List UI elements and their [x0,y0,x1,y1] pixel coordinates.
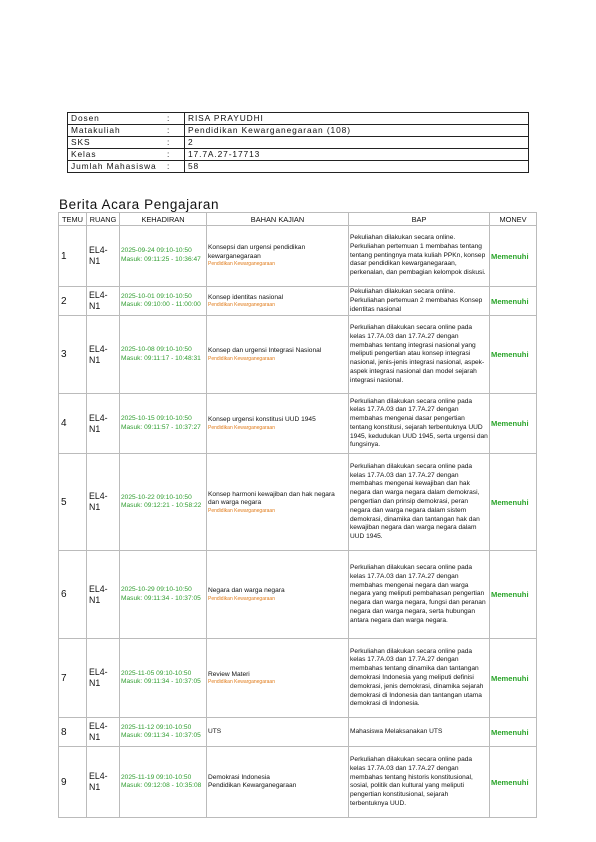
info-label: Dosen [68,113,165,125]
info-value: Pendidikan Kewarganegaraan (108) [185,125,529,137]
room: EL4-N1 [87,551,120,639]
info-colon: : [164,161,185,173]
topic-title: Konsep identitas nasional [208,293,284,301]
info-label: Matakuliah [68,125,165,137]
room: EL4-N1 [87,639,120,718]
info-colon: : [164,149,185,161]
check-in: Masuk: 09:12:08 - 10:35:08 [121,782,202,790]
schedule: 2025-11-12 09:10-10:50 [121,723,192,731]
room: EL4-N1 [87,747,120,818]
header-ruang: RUANG [87,213,120,226]
course-tag: Pendidikan Kewarganegaraan [208,261,275,268]
course-tag: Pendidikan Kewarganegaraan [208,302,275,309]
monev-status: Memenuhi [490,718,537,747]
course-tag: Pendidikan Kewarganegaraan [208,595,275,602]
schedule: 2025-10-22 09:10-10:50 [121,493,192,501]
table-row [59,287,537,316]
room: EL4-N1 [87,287,120,316]
info-row-dosen [68,113,529,125]
table-header-row [59,213,537,226]
bap-text: Perkuliahan dilakukan secara online pada kelas 17.7A.03 dan 17.7A.27 dengan membahas mengenai kewajiban dan hak negara dan warga negara dalam demokrasi, pengertian dan prinsip demokrasi, peran negara dan warga negara dalam sistem demokrasi, dinamika dan tantangan hak dan kewajiban negara dan warga negara dalam UUD 1945. [349,454,490,551]
schedule: 2025-10-29 09:10-10:50 [121,586,192,594]
course-tag: Pendidikan Kewarganegaraan [208,782,297,790]
bap-text: Perkuliahan dilakukan secara online pada kelas 17.7A.03 dan 17.7A.27 dengan membahas mengenai negara dan warga negara yang meliputi pembahasan pengertian negara dan warga negara, fungsi dan peranan negara dan warga negara, serta hubungan antara negara dan warga negara. [349,551,490,639]
table-row [59,316,537,394]
schedule: 2025-11-05 09:10-10:50 [121,669,192,677]
meeting-number: 7 [59,639,87,718]
attendance [120,287,207,316]
course-info-table [67,112,529,173]
table-row [59,718,537,747]
monev-status: Memenuhi [490,394,537,454]
monev-status: Memenuhi [490,747,537,818]
header-kehadiran: KEHADIRAN [120,213,207,226]
attendance [120,718,207,747]
table-row [59,747,537,818]
topic [207,226,349,287]
topic-title: Review Materi [208,670,250,678]
check-in: Masuk: 09:12:21 - 10:58:22 [121,502,202,510]
monev-status: Memenuhi [490,316,537,394]
topic [207,316,349,394]
bap-text: Perkuliahan dilakukan secara online pada kelas 17.7A.03 dan 17.7A.27 dengan membahas tentang dinamika dan tantangan demokrasi Indonesia yang meliputi definisi demokrasi, jenis demokrasi, dinamika sejarah demokrasi di Indonesia dan tantangan utama demokrasi di Indonesia. [349,639,490,718]
meeting-number: 4 [59,394,87,454]
check-in: Masuk: 09:11:34 - 10:37:05 [121,678,201,686]
monev-status: Memenuhi [490,287,537,316]
room: EL4-N1 [87,394,120,454]
room: EL4-N1 [87,316,120,394]
info-colon: : [164,113,185,125]
check-in: Masuk: 09:11:34 - 10:37:05 [121,732,201,740]
course-tag: Pendidikan Kewarganegaraan [208,424,275,431]
course-tag: Pendidikan Kewarganegaraan [208,507,275,514]
check-in: Masuk: 09:11:34 - 10:37:05 [121,594,201,602]
bap-text: Pekuliahan dilakukan secara online. Perkuliahan pertemuan 1 membahas tentang tentang pentingnya mata kuliah PPKn, konsep dasar pendidikan kewarganegaraan, perkenalan, dan pembagian kelompok diskusi. [349,226,490,287]
topic-title: UTS [208,728,222,736]
attendance [120,454,207,551]
check-in: Masuk: 09:11:25 - 10:36:47 [121,256,201,263]
attendance [120,747,207,818]
attendance [120,639,207,718]
schedule: 2025-11-19 09:10-10:50 [121,773,192,781]
topic-title: Demokrasi Indonesia [208,773,270,781]
schedule: 2025-10-08 09:10-10:50 [121,346,192,354]
meeting-number: 9 [59,747,87,818]
info-row-matakuliah [68,125,529,137]
schedule: 2025-09-24 09:10-10:50 [121,247,192,255]
schedule: 2025-10-15 09:10-10:50 [121,415,192,423]
topic [207,639,349,718]
header-bahan-kajian: BAHAN KAJIAN [207,213,349,226]
info-colon: : [164,137,185,149]
room: EL4-N1 [87,226,120,287]
attendance [120,316,207,394]
attendance [120,394,207,454]
room: EL4-N1 [87,454,120,551]
attendance [120,226,207,287]
monev-status: Memenuhi [490,454,537,551]
info-label: SKS [68,137,165,149]
topic [207,287,349,316]
info-label: Jumlah Mahasiswa [68,161,165,173]
monev-status: Memenuhi [490,226,537,287]
section-title: Berita Acara Pengajaran [59,197,220,212]
info-colon: : [164,125,185,137]
meeting-number: 6 [59,551,87,639]
topic [207,394,349,454]
table-row [59,454,537,551]
schedule: 2025-10-01 09:10-10:50 [121,292,192,300]
topic-title: Konsep harmoni kewajiban dan hak negara dan warga negara [208,490,335,507]
table-row [59,639,537,718]
check-in: Masuk: 09:11:57 - 10:37:27 [121,423,201,431]
info-row-kelas [68,149,529,161]
meeting-number: 3 [59,316,87,394]
table-row [59,394,537,454]
monev-status: Memenuhi [490,639,537,718]
info-value: 17.7A.27-17713 [185,149,529,161]
topic-title: Negara dan warga negara [208,587,285,595]
topic [207,718,349,747]
topic [207,747,349,818]
topic-title: Konsep dan urgensi Integrasi Nasional [208,347,322,355]
attendance [120,551,207,639]
course-tag: Pendidikan Kewarganegaraan [208,679,275,686]
info-value: RISA PRAYUDHI [185,113,529,125]
bap-table [58,212,537,818]
table-row [59,551,537,639]
check-in: Masuk: 09:11:17 - 10:48:31 [121,354,201,362]
meeting-number: 1 [59,226,87,287]
header-bap: BAP [349,213,490,226]
bap-text: Perkuliahan dilakukan secara online pada kelas 17.7A.03 dan 17.7A.27 dengan membahas mengenai dasar pengertian tentang konstitusi, sejarah terbentuknya UUD 1945, kedudukan UUD 1945, serta urgensi dan fungsinya. [349,394,490,454]
topic-title: Konsep urgensi konstitusi UUD 1945 [208,416,316,424]
meeting-number: 8 [59,718,87,747]
info-value: 2 [185,137,529,149]
bap-text: Mahasiswa Melaksanakan UTS [349,718,490,747]
bap-text: Pekuliahan dilakukan secara online. Perkuliahan pertemuan 2 membahas Konsep identitas nasional [349,287,490,316]
topic [207,454,349,551]
bap-text: Perkuliahan dilakukan secara online pada kelas 17.7A.03 dan 17.7A.27 dengan membahas tentang historis konstitusional, sosial, politik dan kultural yang meliputi pengertian konstitusional, sejarah terbentuknya UUD. [349,747,490,818]
topic-title: Konsepsi dan urgensi pendidikan kewarganegaraan [208,244,306,260]
topic [207,551,349,639]
info-label: Kelas [68,149,165,161]
info-row-sks [68,137,529,149]
room: EL4-N1 [87,718,120,747]
header-monev: MONEV [490,213,537,226]
header-temu: TEMU [59,213,87,226]
monev-status: Memenuhi [490,551,537,639]
meeting-number: 2 [59,287,87,316]
table-row [59,226,537,287]
info-value: 58 [185,161,529,173]
info-row-jumlah-mahasiswa [68,161,529,173]
check-in: Masuk: 09:10:00 - 11:00:00 [121,301,201,309]
bap-text: Perkuliahan dilakukan secara online pada kelas 17.7A.03 dan 17.7A.27 dengan membahas tentang integrasi nasional yang meliputi pengertian atau konsep integrasi nasional, jenis-jenis integrasi nasional, aspek-aspek integrasi nasional dan model sejarah integrasi nasional. [349,316,490,394]
meeting-number: 5 [59,454,87,551]
course-tag: Pendidikan Kewarganegaraan [208,355,275,362]
